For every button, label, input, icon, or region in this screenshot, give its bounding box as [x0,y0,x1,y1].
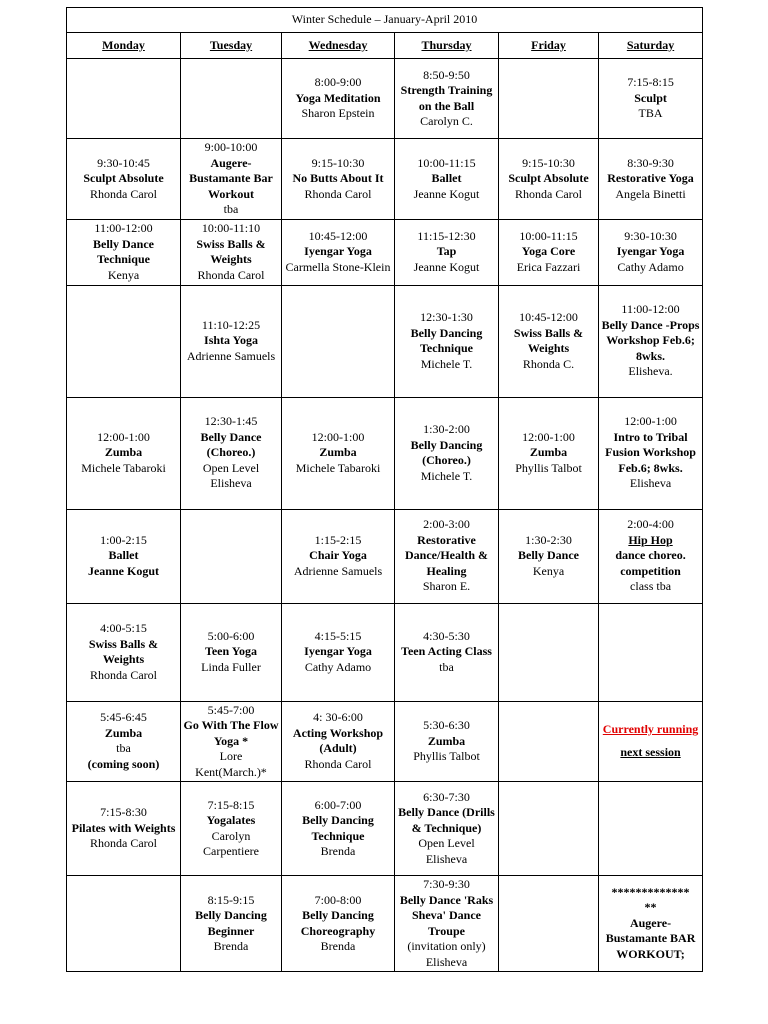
class-name: (coming soon) [87,756,160,771]
class-detail: Rhonda Carol [90,667,157,682]
class-name: Belly Dance 'Raks Sheva' Dance Troupe [399,892,494,938]
class-cell [499,285,599,397]
class-time: 1:30-2:30 [525,532,572,547]
empty-cell [499,59,599,139]
class-name: Teen Acting Class [401,644,492,659]
class-name: No Butts About It [292,171,384,185]
class-cell [282,782,395,876]
class-time: 4: 30-6:00 [313,710,363,725]
class-detail: Phyllis Talbot [413,749,480,763]
class-time: 4:00-5:15 [100,621,147,635]
class-time: 2:00-4:00 [627,517,674,532]
class-name: Belly Dance -Props Workshop Feb.6; 8wks. [601,317,700,363]
class-name: ** [644,900,657,915]
day-header: Wednesday [282,33,395,59]
class-cell [67,219,181,285]
class-cell [599,876,703,972]
class-time: 8:00-9:00 [314,75,362,90]
class-name: Swiss Balls & Weights [513,325,584,355]
class-name: Ballet [108,548,139,563]
class-name: Belly Dancing Beginner [195,908,267,938]
class-name: Pilates with Weights [71,820,176,835]
schedule-row [67,876,703,972]
class-time: 7:15-8:15 [627,75,674,90]
class-name: Sculpt Absolute [83,171,164,185]
schedule-row [67,782,703,876]
class-name: Strength Training on the Ball [400,83,493,113]
class-cell [181,701,282,782]
class-detail: tba [439,659,454,674]
class-detail: Rhonda C. [522,356,575,371]
class-name: Iyengar Yoga [304,644,372,659]
class-time: 7:00-8:00 [314,892,362,907]
class-name: Ishta Yoga [204,333,258,348]
class-time: ************* [611,884,690,899]
day-header-row [67,33,703,59]
class-detail: Rhonda Carol [90,186,157,201]
empty-cell [181,509,282,603]
class-detail: Open Level [202,460,260,475]
empty-cell [181,59,282,139]
class-name: Zumba [427,733,466,748]
class-name: Belly Dance Technique [93,236,154,266]
class-name: Sculpt [634,90,667,105]
class-detail: Michele Tabaroki [81,460,166,475]
class-detail: Michele Tabaroki [295,460,381,475]
class-time: 11:00-12:00 [621,302,680,317]
class-detail: Rhonda Carol [304,756,372,771]
class-detail: Sharon Epstein [301,106,375,121]
empty-cell [499,782,599,876]
class-cell [395,876,499,972]
class-detail: TBA [638,106,663,121]
class-detail: Lore Kent(March.)* [195,749,267,779]
class-name: Hip Hop [628,532,673,547]
class-name: Swiss Balls & Weights [196,236,266,266]
class-time: 4:15-5:15 [314,628,362,643]
class-time: 1:00-2:15 [100,532,147,547]
class-cell [181,219,282,285]
class-name: Chair Yoga [309,548,367,563]
class-detail: Elisheva [629,476,672,491]
class-detail: Michele T. [420,356,473,371]
class-cell [282,59,395,139]
class-cell [395,285,499,397]
class-detail: Brenda [213,939,249,953]
class-time: 12:00-1:00 [311,429,365,444]
class-time: 9:30-10:30 [624,228,677,243]
class-cell [67,397,181,509]
class-time: 6:00-7:00 [314,797,362,812]
class-detail: Jeanne Kogut [413,259,480,274]
schedule-row [67,59,703,139]
class-name: Jeanne Kogut [87,563,159,578]
class-cell [282,701,395,782]
class-time: 9:15-10:30 [522,155,575,170]
class-cell [282,603,395,701]
schedule-row [67,701,703,782]
class-name: Sculpt Absolute [508,171,589,185]
class-name: Belly Dancing Technique [302,813,374,843]
class-cell [282,397,395,509]
class-time: 5:45-7:00 [207,702,255,717]
class-detail: Rhonda Carol [304,186,372,201]
class-name: Yoga Core [521,244,576,259]
class-cell [499,219,599,285]
class-detail: tba [223,202,239,216]
class-cell [181,397,282,509]
class-time: 11:00-12:00 [94,221,153,235]
class-detail: tba [116,741,131,756]
empty-cell [67,876,181,972]
class-cell [181,139,282,220]
schedule-table [66,7,703,972]
class-cell [395,397,499,509]
empty-cell [599,603,703,701]
class-detail: Elisheva. [628,364,673,379]
class-detail: (invitation only) [407,939,486,953]
class-detail: Rhonda Carol [197,267,265,282]
class-name: Zumba [319,445,357,460]
class-cell [599,139,703,220]
class-name: Restorative Dance/Health & Healing [405,532,488,578]
class-cell [599,701,703,782]
class-time: 7:30-9:30 [423,877,470,891]
class-detail: Kenya [107,267,140,282]
empty-cell [67,285,181,397]
class-cell [395,139,499,220]
class-cell [395,509,499,603]
class-time: 1:30-2:00 [423,422,470,436]
day-header: Thursday [395,33,499,59]
class-detail: Michele T. [420,468,473,483]
class-cell [67,603,181,701]
class-name: next session [620,745,681,760]
class-detail: Brenda [320,844,356,858]
class-cell [282,509,395,603]
class-time: 10:45-12:00 [308,228,368,243]
class-detail: Erica Fazzari [516,259,581,274]
class-time: 8:30-9:30 [627,155,674,170]
schedule-row [67,603,703,701]
class-name: Belly Dance [518,548,579,563]
class-detail: Elisheva [210,476,252,491]
class-cell [181,603,282,701]
class-name: Go With The Flow Yoga * [183,718,279,748]
class-name: Ballet [431,171,462,185]
class-detail: Cathy Adamo [617,259,684,274]
class-time: 9:30-10:45 [97,155,150,170]
schedule-row [67,139,703,220]
class-name: Belly Dancing Choreography [300,908,376,938]
class-time: Currently running [602,721,699,736]
class-time: 5:30-6:30 [423,718,470,732]
class-time: 12:00-1:00 [624,414,677,429]
class-time: 8:50-9:50 [423,67,470,82]
class-detail: class tba [630,579,672,594]
empty-cell [67,59,181,139]
class-time: 12:30-1:45 [204,414,258,429]
class-cell [395,603,499,701]
class-time: 10:00-11:10 [201,221,261,235]
schedule-row [67,509,703,603]
class-name: Zumba [529,445,568,460]
class-time: 12:00-1:00 [522,429,575,444]
day-header: Friday [499,33,599,59]
class-name: Yoga Meditation [295,90,381,105]
class-time: 1:15-2:15 [314,532,362,547]
class-name: Zumba [104,445,143,460]
class-name: Augere-Bustamante Bar Workout [189,155,273,201]
class-cell [599,397,703,509]
class-detail: Rhonda Carol [90,836,157,851]
class-cell [599,59,703,139]
class-detail: Rhonda Carol [515,186,582,201]
class-name: Belly Dance (Choreo.) [200,429,262,460]
day-header: Saturday [599,33,703,59]
class-detail: Jeanne Kogut [413,186,480,201]
class-time: 12:30-1:30 [420,310,473,324]
class-time: 10:00-11:15 [417,155,476,170]
day-header: Tuesday [181,33,282,59]
class-cell [599,509,703,603]
title-row [67,8,703,33]
class-time: 7:15-8:15 [207,797,255,812]
class-time: 11:10-12:25 [201,317,261,332]
class-time: 12:00-1:00 [97,429,150,444]
class-detail: Carolyn Carpentiere [203,828,259,858]
class-cell [181,782,282,876]
class-time: 9:00-10:00 [204,140,258,154]
class-cell [599,219,703,285]
class-detail: Elisheva [425,851,468,866]
class-cell [395,782,499,876]
class-name: Tap [436,244,457,259]
class-time: 8:15-9:15 [207,892,255,907]
class-detail: Cathy Adamo [304,659,372,674]
empty-cell [499,603,599,701]
class-cell [395,701,499,782]
class-detail: Linda Fuller [201,659,261,674]
class-cell [395,219,499,285]
class-time: 2:00-3:00 [423,517,470,532]
empty-cell [599,782,703,876]
class-name: Belly Dancing Technique [410,325,483,355]
class-time: 6:30-7:30 [423,789,470,804]
class-detail [601,737,700,745]
class-detail: Brenda [320,939,356,953]
class-time: 11:15-12:30 [417,228,476,243]
class-name: Yogalates [206,813,256,827]
schedule-row [67,285,703,397]
schedule-row [67,397,703,509]
class-time: 5:00-6:00 [207,628,255,643]
class-cell [181,876,282,972]
class-name: Swiss Balls & Weights [88,636,159,666]
class-detail: Carolyn C. [420,114,473,128]
class-name: Zumba [104,725,143,740]
class-cell [499,139,599,220]
class-detail: Angela Binetti [615,186,686,201]
class-cell [282,139,395,220]
schedule-title: Winter Schedule – January-April 2010 [67,8,703,33]
class-name: Iyengar Yoga [616,244,685,259]
class-name: dance choreo. competition [615,548,686,578]
class-detail: Phyllis Talbot [515,460,582,475]
class-detail: Carmella Stone-Klein [285,259,391,274]
class-detail: Elisheva [425,954,468,969]
class-cell [282,219,395,285]
class-name: Acting Workshop (Adult) [292,725,384,756]
class-cell [599,285,703,397]
class-cell [181,285,282,397]
class-time: 10:00-11:15 [519,228,578,243]
class-name: Iyengar Yoga [304,244,372,259]
class-cell [67,782,181,876]
class-cell [395,59,499,139]
class-cell [499,397,599,509]
schedule-row [67,219,703,285]
empty-cell [499,876,599,972]
class-detail: Adrienne Samuels [293,563,383,578]
class-time: 7:15-8:30 [100,805,147,820]
class-time: 4:30-5:30 [423,628,470,643]
class-time: 9:15-10:30 [311,155,365,170]
class-cell [67,139,181,220]
class-name: Augere-Bustamante BAR WORKOUT; [605,915,696,961]
class-name: Teen Yoga [204,644,258,659]
class-name: Belly Dancing (Choreo.) [410,437,483,467]
class-detail: Adrienne Samuels [186,348,276,363]
class-cell [499,509,599,603]
class-detail: Open Level [418,836,475,851]
class-cell [67,509,181,603]
class-name: Intro to Tribal Fusion Workshop Feb.6; 8wks. [605,429,696,475]
class-detail: Kenya [532,563,565,578]
class-cell [282,876,395,972]
class-time: 5:45-6:45 [100,710,147,725]
empty-cell [499,701,599,782]
class-detail: Sharon E. [422,579,471,594]
day-header: Monday [67,33,181,59]
class-name: Belly Dance (Drills & Technique) [398,805,495,835]
class-time: 10:45-12:00 [519,310,578,324]
class-cell [67,701,181,782]
class-name: Restorative Yoga [607,171,694,185]
empty-cell [282,285,395,397]
